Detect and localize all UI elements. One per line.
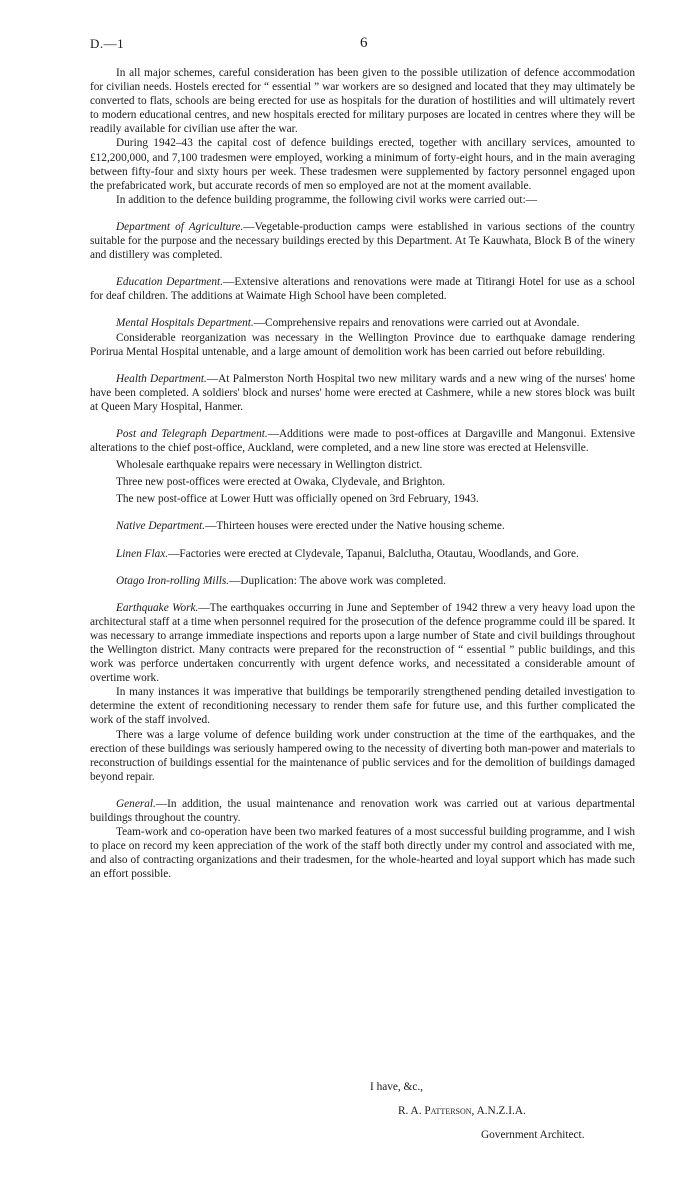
- section-heading: Department of Agriculture.: [116, 220, 244, 233]
- section-heading: Post and Telegraph Department.: [116, 427, 268, 440]
- section-heading: Health Department.: [116, 372, 207, 385]
- paragraph-text: —Extensive alterations and renovations were made at Titirangi Hotel for use as a school for deaf children. The additions at Waimate High School have been completed.: [90, 276, 636, 303]
- report-body: [90, 66, 635, 882]
- signoff-name: R. A. Patterson, A.N.Z.I.A.: [398, 1105, 526, 1117]
- paragraph-text: —Thirteen houses were erected under the Native housing scheme.: [205, 520, 505, 533]
- paragraph-native: [90, 519, 635, 533]
- section-heading: Earthquake Work.: [116, 601, 199, 614]
- paragraph-text: —At Palmerston North Hospital two new military wards and a new wing of the nurses' home have been completed. A soldiers' block and nurses' home were erected at Cashmere, while a new stores block was built at Queen Mary Hospital, Hanmer.: [90, 372, 635, 413]
- paragraph-strengthening: [90, 685, 635, 727]
- section-heading: General.: [116, 797, 156, 810]
- paragraph-text: —Duplication: The above work was completed.: [229, 574, 446, 587]
- document-reference: D.—1: [90, 36, 125, 51]
- paragraph-lower-hutt: [90, 492, 635, 506]
- page-header: [90, 36, 635, 54]
- paragraph-text: In all major schemes, careful consideration has been given to the possible utilization of defence accommodation for civilian needs. Hostels erected for “ essential ” war workers are so designed and located that they may ultimately be converted to flats, schools are being erected for use as hospitals for the duration of hostilities and will ultimately revert to modern educational centres, and new hospitals erected for military purposes are located in centres where they will be readily available for civilian use after the war.: [90, 67, 635, 136]
- paragraph-text: —Vegetable-production camps were established in various sections of the country suitable for the purpose and the necessary buildings erected by this Department. At Te Kauwhata, Block B of the winery and distillery was completed.: [90, 220, 635, 262]
- paragraph-education: [90, 275, 635, 303]
- section-heading: Linen Flax.: [116, 547, 169, 560]
- paragraph-agriculture: [90, 220, 635, 262]
- paragraph-earthquake-work: [90, 601, 635, 686]
- paragraph-text: —Factories were erected at Clydevale, Tapanui, Balclutha, Otautau, Woodlands, and Gore.: [168, 547, 579, 560]
- paragraph-civil-works-intro: [90, 193, 635, 207]
- paragraph-text: —In addition, the usual maintenance and renovation work was carried out at various departmental buildings throughout the country.: [90, 797, 635, 825]
- paragraph-text: The new post-office at Lower Hutt was officially opened on 3rd February, 1943.: [116, 493, 479, 506]
- paragraph-mental-hospitals: [90, 316, 635, 330]
- section-heading: Education Department.: [116, 276, 224, 289]
- section-heading: Otago Iron-rolling Mills.: [116, 574, 230, 587]
- paragraph-otago-mills: [90, 574, 635, 588]
- paragraph-text: Considerable reorganization was necessary in the Wellington Province due to earthquake damage rendering Porirua Mental Hospital untenable, and a large amount of demolition work has been carried out before rebuilding.: [90, 331, 635, 358]
- signoff-closing: I have, &c.,: [370, 1081, 424, 1093]
- paragraph-health: [90, 372, 635, 414]
- paragraph-text: Wholesale earthquake repairs were necessary in Wellington district.: [116, 459, 423, 472]
- paragraph-text: —The earthquakes occurring in June and September of 1942 threw a very heavy load upon the architectural staff at a time when personnel required for the prosecution of the defence programme could ill be spared. It was necessary to arrange immediate inspections and reports upon a large number of State and civil buildings throughout the Wellington district. Many contracts were prepared for the reconstruction of “ essential ” public buildings, and this work was perforce undertaken concurrently with urgent defence works, and necessitated a considerable amount of overtime work.: [90, 601, 635, 685]
- paragraph-text: Team-work and co-operation have been two marked features of a most successful building programme, and I wish to place on record my keen appreciation of the work of the staff both directly under my control and associated with me, and also of contracting organizations and their tradesmen, for the whole-hearted and loyal support which has made such an effort possible.: [90, 826, 635, 881]
- paragraph-capital-cost: [90, 136, 635, 192]
- paragraph-defence-accommodation: [90, 66, 635, 136]
- signoff-title: Government Architect.: [481, 1129, 585, 1141]
- paragraph-text: During 1942–43 the capital cost of defence buildings erected, together with ancillary services, amounted to £12,200,000, and 7,100 tradesmen were employed, working a minimum of forty-eight hours, and in the main averaging between fifty-four and sixty hours per week. These tradesmen were supplemented by factory personnel engaged upon the prefabricated work, but accurate records of men so employed are not at the moment available.: [90, 137, 635, 192]
- paragraph-new-post-offices: [90, 475, 635, 489]
- paragraph-text: —Additions were made to post-offices at Dargaville and Mangonui. Extensive alterations to the chief post-office, Auckland, were completed, and a new line store was erected at Helensville.: [90, 427, 635, 455]
- paragraph-post-telegraph: [90, 427, 635, 455]
- paragraph-earthquake-repairs: [90, 458, 635, 472]
- paragraph-text: In addition to the defence building programme, the following civil works were carried out:—: [116, 193, 538, 206]
- paragraph-team-work: [90, 825, 635, 881]
- section-heading: Mental Hospitals Department.: [116, 317, 254, 330]
- paragraph-text: In many instances it was imperative that buildings be temporarily strengthened pending detailed investigation to determine the extent of reconditioning necessary to render them safe for future use, and this further complicated the work of the staff involved.: [90, 686, 635, 727]
- paragraph-text: —Comprehensive repairs and renovations were carried out at Avondale.: [253, 317, 580, 330]
- page-number: 6: [360, 35, 368, 51]
- paragraph-general: [90, 797, 635, 825]
- section-heading: Native Department.: [116, 520, 206, 533]
- paragraph-linen-flax: [90, 547, 635, 561]
- paragraph-porirua: [90, 331, 635, 359]
- paragraph-text: There was a large volume of defence building work under construction at the time of the earthquakes, and the erection of these buildings was seriously hampered owing to the necessity of diverting both man-power and materials to reconstruction of buildings essential for the maintenance of public services and for the demolition of buildings damaged beyond repair.: [90, 728, 635, 783]
- paragraph-text: Three new post-offices were erected at Owaka, Clydevale, and Brighton.: [116, 476, 446, 489]
- paragraph-defence-volume: [90, 728, 635, 784]
